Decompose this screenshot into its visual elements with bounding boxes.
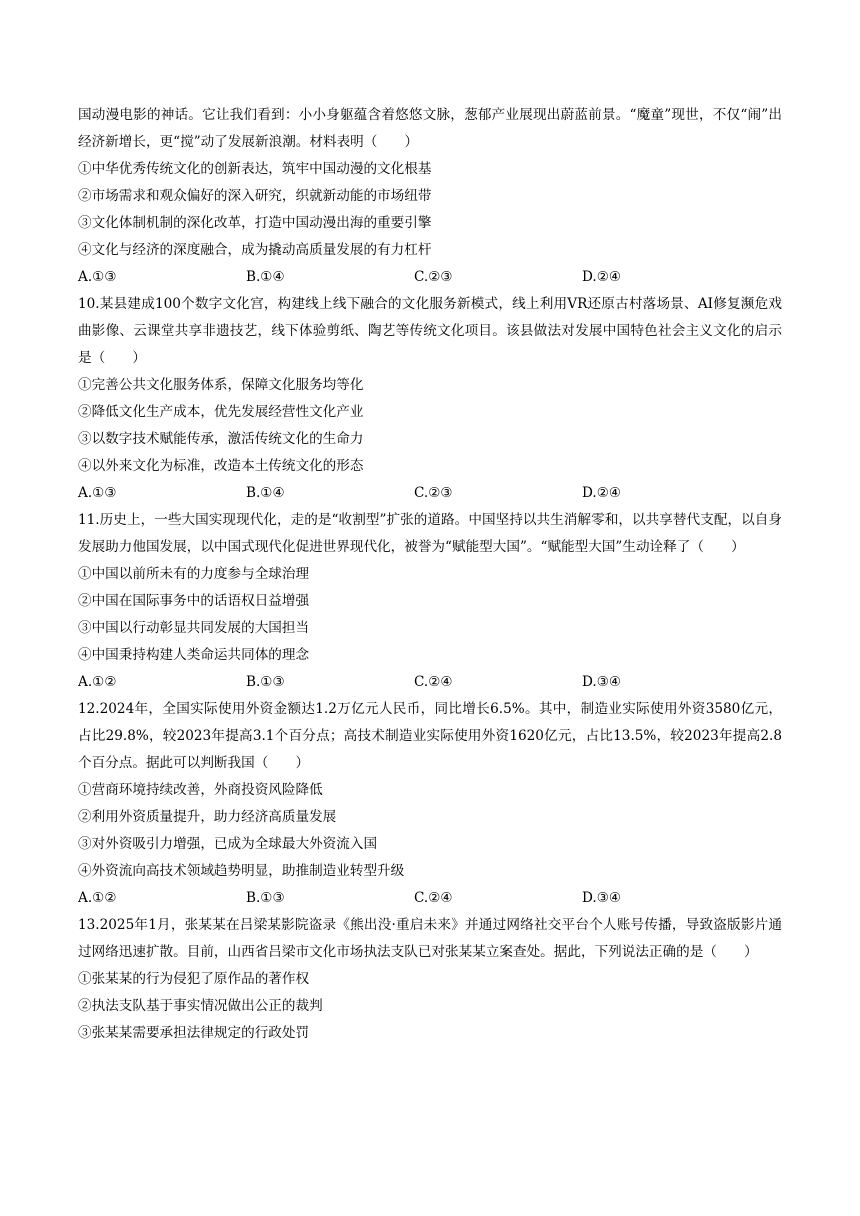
statement-2: ②市场需求和观众偏好的深入研究，织就新动能的市场纽带 (78, 188, 432, 204)
question-12 (78, 696, 782, 912)
question-stem: 国动漫电影的神话。它让我们看到：小小身躯蕴含着悠悠文脉，葱郁产业展现出蔚蓝前景。“魔童”现世，不仅“闹”出经济新增长，更“搅”动了发展新浪潮。材料表明（ ） (78, 107, 782, 150)
answer-choices (78, 264, 782, 291)
choice-b[interactable]: B.①③ (246, 674, 285, 690)
statement-1: ①营商环境持续改善，外商投资风险降低 (78, 782, 323, 798)
statement-1: ①完善公共文化服务体系，保障文化服务均等化 (78, 377, 364, 393)
exam-page (78, 102, 782, 1047)
choice-c[interactable]: C.②④ (414, 674, 453, 690)
statement-1: ①中华优秀传统文化的创新表达，筑牢中国动漫的文化根基 (78, 161, 432, 177)
answer-choices (78, 669, 782, 696)
statement-2: ②执法支队基于事实情况做出公正的裁判 (78, 998, 323, 1014)
statement-4: ④外资流向高技术领域趋势明显，助推制造业转型升级 (78, 863, 405, 879)
choice-c[interactable]: C.②④ (414, 890, 453, 906)
question-10 (78, 291, 782, 507)
question-stem: 13.2025年1月，张某某在吕梁某影院盗录《熊出没·重启未来》并通过网络社交平台个人账号传播，导致盗版影片通过网络迅速扩散。目前，山西省吕梁市文化市场执法支队已对张某某立案查处。据此，下列说法正确的是（ ） (78, 917, 782, 960)
question-13 (78, 912, 782, 1047)
choice-a[interactable]: A.①② (78, 890, 117, 906)
statement-3: ③中国以行动彰显共同发展的大国担当 (78, 620, 310, 636)
choice-d[interactable]: D.②④ (582, 485, 622, 501)
choice-a[interactable]: A.①③ (78, 485, 117, 501)
statement-4: ④文化与经济的深度融合，成为撬动高质量发展的有力杠杆 (78, 242, 432, 258)
statement-2: ②中国在国际事务中的话语权日益增强 (78, 593, 310, 609)
choice-a[interactable]: A.①③ (78, 269, 117, 285)
choice-d[interactable]: D.②④ (582, 269, 622, 285)
statement-4: ④中国秉持构建人类命运共同体的理念 (78, 647, 310, 663)
question-11 (78, 507, 782, 696)
question-stem: 10.某县建成100个数字文化宫，构建线上线下融合的文化服务新模式，线上利用VR还原古村落场景、AI修复濒危戏曲影像、云课堂共享非遗技艺，线下体验剪纸、陶艺等传统文化项目。该县做法对发展中国特色社会主义文化的启示是（ ） (78, 296, 782, 366)
statement-3: ③以数字技术赋能传承，激活传统文化的生命力 (78, 431, 364, 447)
choice-b[interactable]: B.①④ (246, 269, 285, 285)
statement-3: ③对外资吸引力增强，已成为全球最大外资流入国 (78, 836, 378, 852)
statement-3: ③文化体制机制的深化改革，打造中国动漫出海的重要引擎 (78, 215, 432, 231)
statement-1: ①张某某的行为侵犯了原作品的著作权 (78, 971, 310, 987)
choice-c[interactable]: C.②③ (414, 269, 453, 285)
choice-b[interactable]: B.①③ (246, 890, 285, 906)
answer-choices (78, 480, 782, 507)
answer-choices (78, 885, 782, 912)
statement-2: ②降低文化生产成本，优先发展经营性文化产业 (78, 404, 364, 420)
statement-3: ③张某某需要承担法律规定的行政处罚 (78, 1025, 310, 1041)
question-stem: 11.历史上，一些大国实现现代化，走的是“收割型”扩张的道路。中国坚持以共生消解零和，以共享替代支配，以自身发展助力他国发展，以中国式现代化促进世界现代化，被誉为“赋能型大国”。“赋能型大国”生动诠释了（ ） (78, 512, 782, 555)
choice-d[interactable]: D.③④ (582, 674, 622, 690)
question-stem: 12.2024年，全国实际使用外资金额达1.2万亿元人民币，同比增长6.5%。其中，制造业实际使用外资3580亿元，占比29.8%，较2023年提高3.1个百分点；高技术制造业实际使用外资1620亿元，占比13.5%，较2023年提高2.8个百分点。据此可以判断我国（ ） (78, 701, 782, 771)
choice-a[interactable]: A.①② (78, 674, 117, 690)
choice-c[interactable]: C.②③ (414, 485, 453, 501)
choice-d[interactable]: D.③④ (582, 890, 622, 906)
choice-b[interactable]: B.①④ (246, 485, 285, 501)
question-9 (78, 102, 782, 291)
statement-1: ①中国以前所未有的力度参与全球治理 (78, 566, 310, 582)
statement-4: ④以外来文化为标准，改造本土传统文化的形态 (78, 458, 364, 474)
statement-2: ②利用外资质量提升，助力经济高质量发展 (78, 809, 337, 825)
